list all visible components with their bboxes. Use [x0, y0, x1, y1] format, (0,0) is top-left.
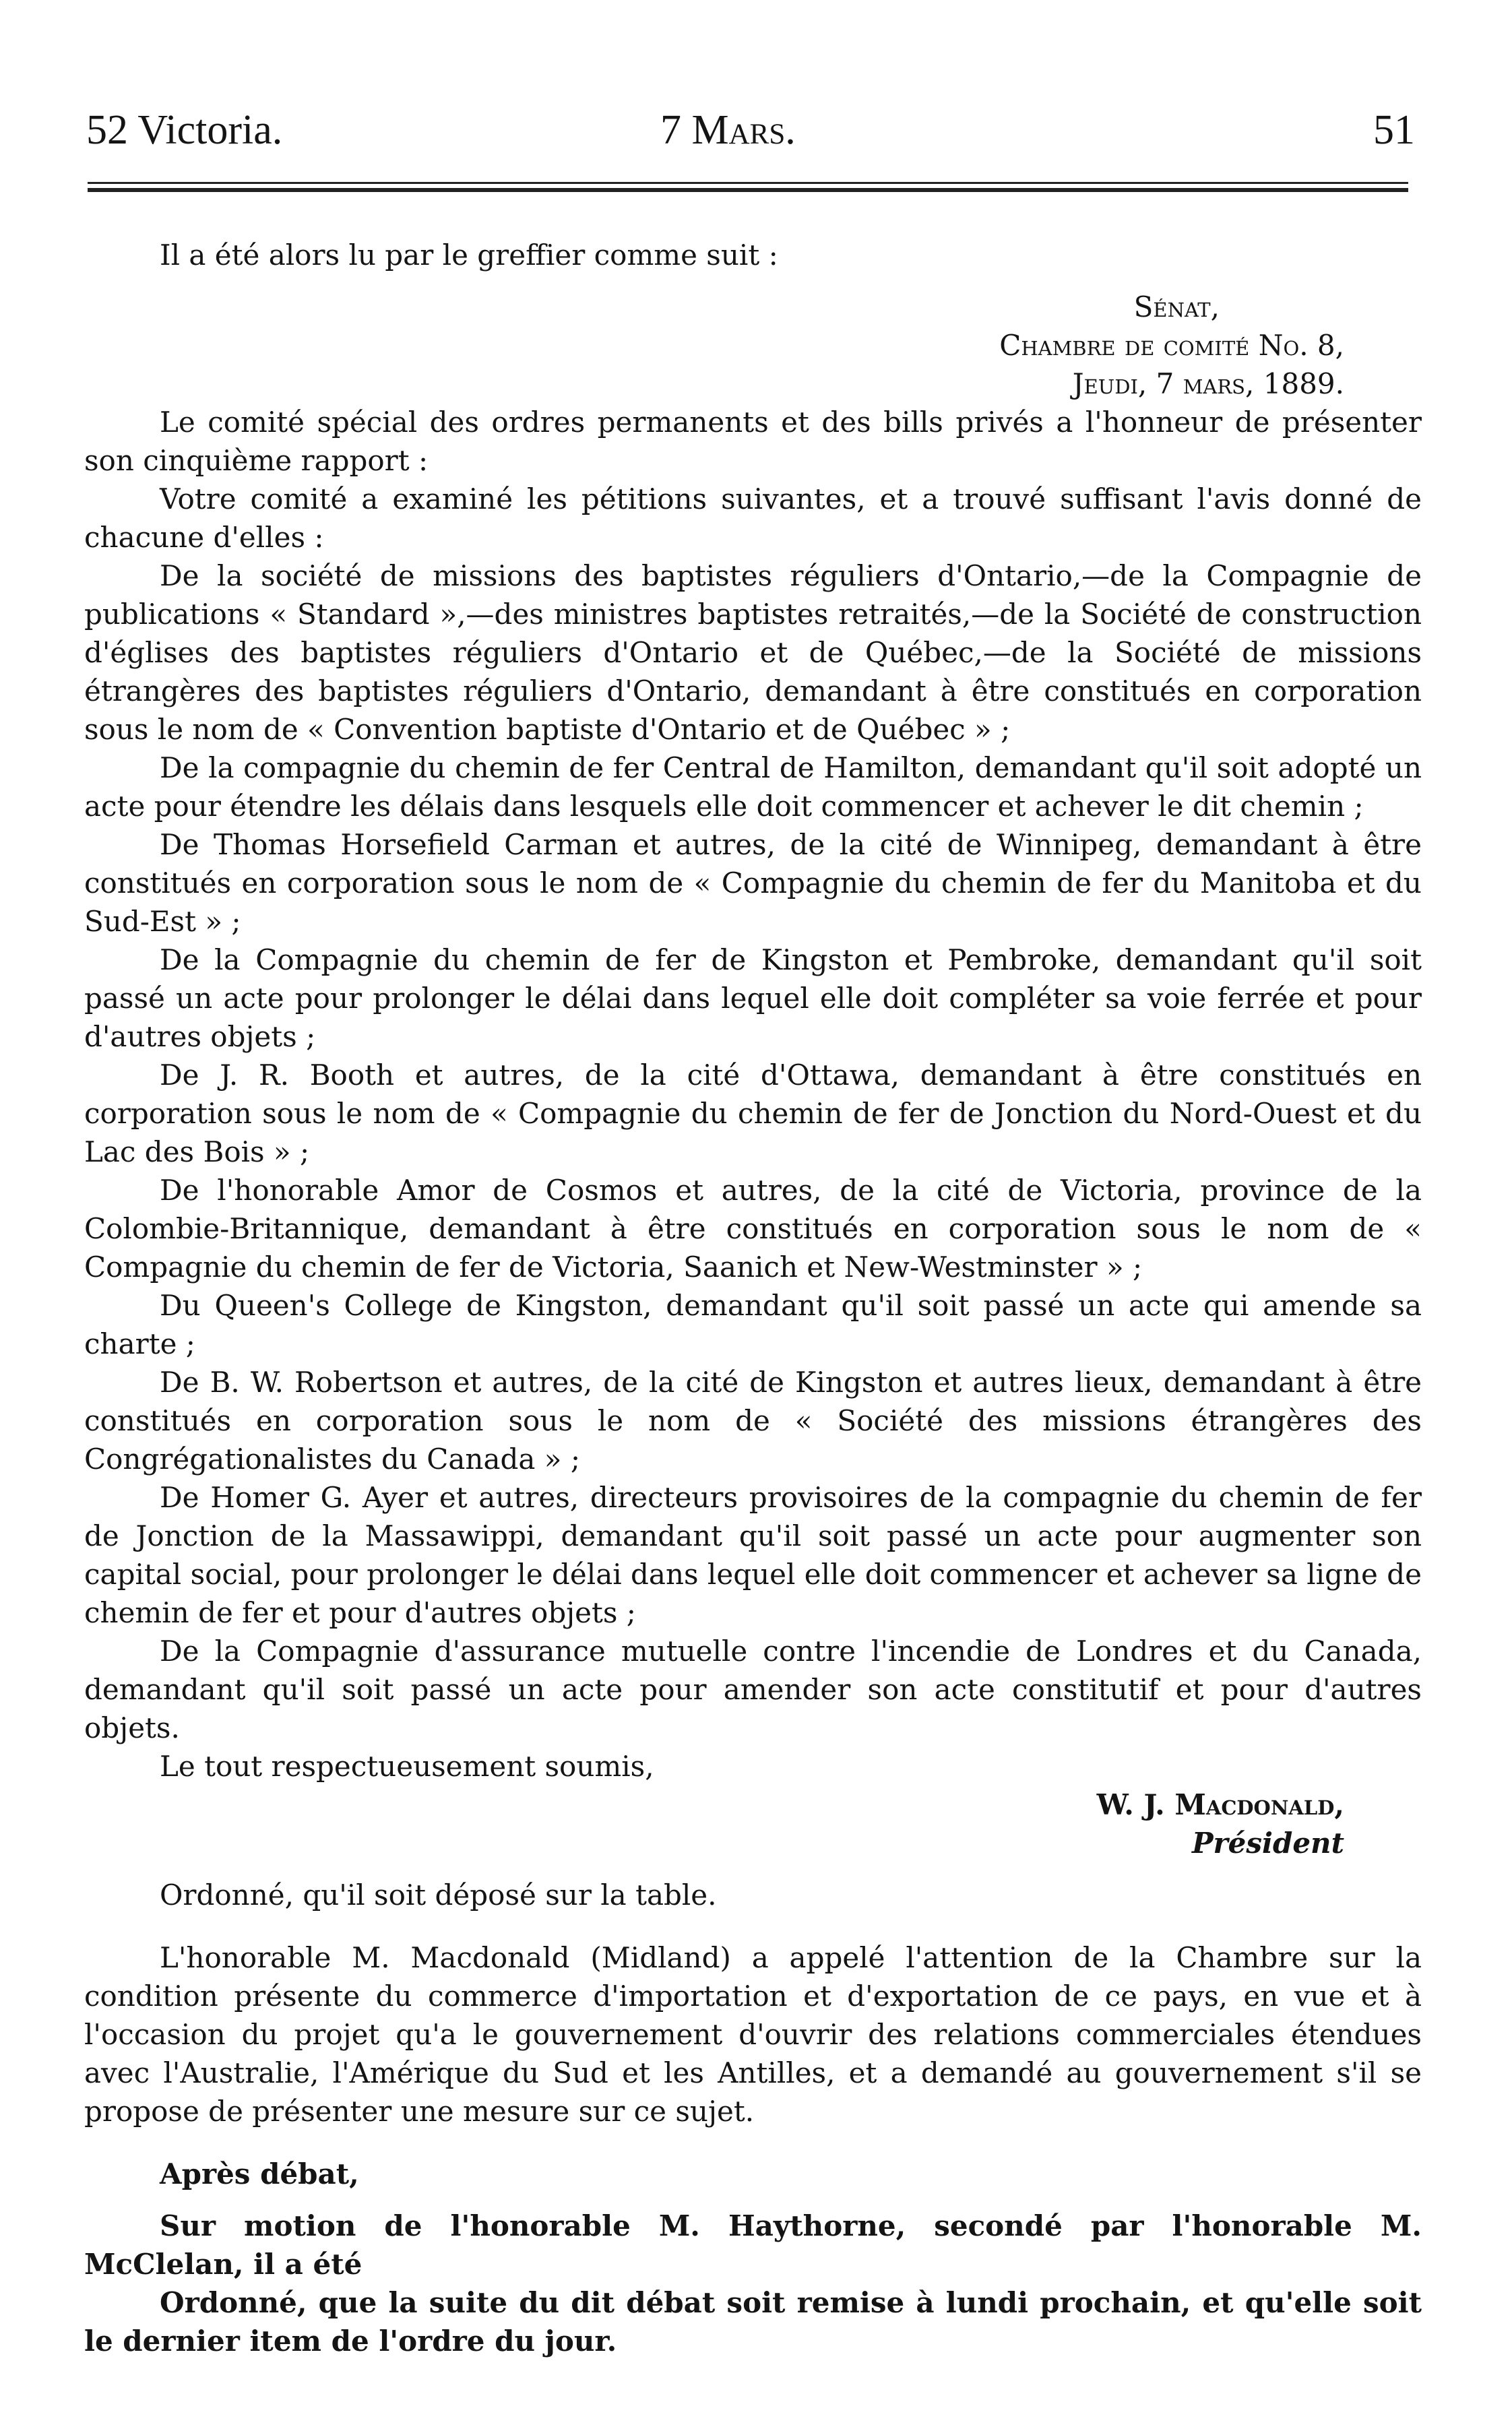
report-paragraph: Votre comité a examiné les pétitions suivantes, et a trouvé suffisant l'avis donné de chacune d'elles : [84, 482, 1422, 554]
closing-line: Le tout respectueusement soumis, [160, 1750, 654, 1783]
petition-paragraph: Du Queen's College de Kingston, demandant qu'il soit passé un acte qui amende sa charte ; [84, 1289, 1422, 1360]
petition-paragraph: De la compagnie du chemin de fer Central de Hamilton, demandant qu'il soit adopté un acte pour étendre les délais dans lesquels elle doit commencer et achever le dit chemin ; [84, 751, 1422, 823]
report-room: Chambre de comité No. 8, [999, 329, 1344, 362]
petition-paragraph: De la Compagnie d'assurance mutuelle contre l'incendie de Londres et du Canada, demandant qu'il soit passé un acte pour amender son acte constitutif et pour d'autres objets. [84, 1635, 1422, 1744]
header-rule-thick [88, 188, 1408, 192]
report-paragraph: Le comité spécial des ordres permanents et des bills privés a l'honneur de présenter son cinquième rapport : [84, 406, 1422, 477]
petition-paragraph: De la société de missions des baptistes réguliers d'Ontario,—de la Compagnie de publications « Standard »,—des ministres baptistes retraités,—de la Société de construction d'églises des baptistes réguliers d'Ontario et de Québec,—de la Société de missions étrangères des baptistes réguliers d'Ontario, demandant à être constitués en corporation sous le nom de « Convention baptiste d'Ontario et de Québec » ; [84, 559, 1422, 746]
petition-paragraph: De B. W. Robertson et autres, de la cité de Kingston et autres lieux, demandant à être constitués en corporation sous le nom de « Société des missions étrangères des Congrégationalistes du Canada » ; [84, 1366, 1422, 1476]
order-paragraph: Ordonné, que la suite du dit débat soit remise à lundi prochain, et qu'elle soit le dernier item de l'ordre du jour. [84, 2286, 1422, 2358]
petition-paragraph: De Thomas Horsefield Carman et autres, de la cité de Winnipeg, demandant à être constitués en corporation sous le nom de « Compagnie du chemin de fer du Manitoba et du Sud-Est » ; [84, 828, 1422, 938]
petition-paragraph: De J. R. Booth et autres, de la cité d'Ottawa, demandant à être constitués en corporation sous le nom de « Compagnie du chemin de fer de Jonction du Nord-Ouest et du Lac des Bois » ; [84, 1059, 1422, 1168]
debate-line: Après débat, [160, 2157, 359, 2190]
signature-name: W. J. Macdonald, [1096, 1788, 1344, 1821]
page-number: 51 [1373, 107, 1415, 153]
page-header [74, 101, 1422, 162]
petition-paragraph: De l'honorable Amor de Cosmos et autres, de la cité de Victoria, province de la Colombie-Britannique, demandant à être constitués en corporation sous le nom de « Compagnie du chemin de fer de Victoria, Saanich et New-Westminster » ; [84, 1174, 1422, 1284]
header-session: 52 Victoria. [86, 107, 283, 153]
petition-paragraph: De Homer G. Ayer et autres, directeurs provisoires de la compagnie du chemin de fer de Jonction de la Massawippi, demandant qu'il soit passé un acte pour augmenter son capital social, pour prolonger le délai dans lequel elle doit commencer et achever sa ligne de chemin de fer et pour d'autres objets ; [84, 1481, 1422, 1629]
motion-paragraph: Sur motion de l'honorable M. Haythorne, secondé par l'honorable M. McClelan, il a été [84, 2209, 1422, 2281]
report-date: Jeudi, 7 mars, 1889. [1072, 367, 1344, 400]
signature-title: Président [1191, 1827, 1344, 1860]
order-line: Ordonné, qu'il soit déposé sur la table. [160, 1879, 717, 1912]
intro-line: Il a été alors lu par le greffier comme suit : [160, 239, 778, 272]
header-rule-thin [88, 182, 1408, 184]
petition-paragraph: De la Compagnie du chemin de fer de Kingston et Pembroke, demandant qu'il soit passé un acte pour prolonger le délai dans lequel elle doit compléter sa voie ferrée et pour d'autres objets ; [84, 943, 1422, 1053]
report-senate: Sénat, [1133, 290, 1220, 323]
body-text [84, 236, 1422, 2360]
header-date: 7 Mars. [660, 107, 796, 153]
motion-paragraph: L'honorable M. Macdonald (Midland) a appelé l'attention de la Chambre sur la condition présente du commerce d'importation et d'exportation de ce pays, en vue et à l'occasion du projet qu'a le gouvernement d'ouvrir des relations commerciales étendues avec l'Australie, l'Amérique du Sud et les Antilles, et a demandé au gouvernement s'il se propose de présenter une mesure sur ce sujet. [84, 1941, 1422, 2128]
